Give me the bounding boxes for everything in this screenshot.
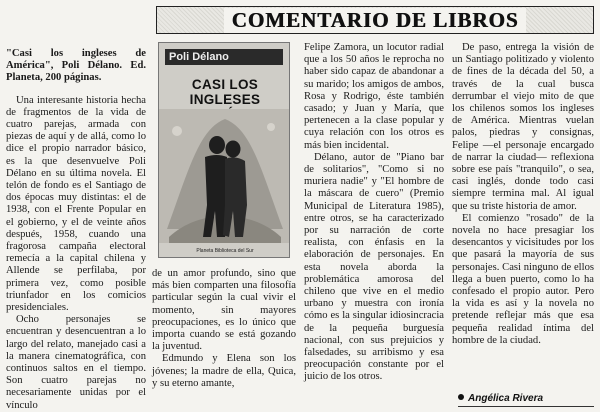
section-title: COMENTARIO DE LIBROS	[224, 8, 527, 33]
paragraph: El comienzo "rosado" de la novela no hace presagiar los desencantos y vicisitudes por los que pasará la mayoría de sus personajes. Casi ninguno de ellos llega a buen puerto, como lo ha confesado el propio autor. Pero la vida es así y la novela no pretende reflejar más que esa pequeña realidad íntima del hombre de la ciudad.	[452, 212, 594, 346]
cover-publisher: Planeta Biblioteca del Sur	[196, 248, 254, 254]
paragraph: Una interesante historia hecha de fragmentos de la vida de cuatro parejas, armada con piezas de aquí y de allá, como lo dice el propio narrador básico, es la que desenvuelve Poli Délano en su última novela. El telón de fondo es el Santiago de dos épocas muy distintas: el de 1938, con el Frente Popular en el gobierno, y el de veinte años después, 1958, cuando una fragorosa campaña electoral remecía a la capital chilena y Allende se perfilaba, por primera vez, como posible triunfador en los comicios presidenciales.	[6, 94, 146, 314]
column-4	[452, 42, 594, 347]
bullet-icon	[458, 394, 464, 400]
cover-title-line: CASI LOS INGLESES	[189, 77, 261, 107]
column-3	[304, 42, 444, 384]
section-banner	[156, 6, 594, 34]
divider	[458, 406, 594, 407]
paragraph: Délano, autor de "Piano bar de solitarios", "Como si no muriera nadie" y "El hombre de la máscara de cuero" (Premio Municipal de Literatura 1985), entre otros, se ha caracterizado por su narración de corte realista, con énfasis en la elaboración de personajes. En esta novela aborda la problemática amorosa del chileno que vive en el medio urbano y muestra con ironía cómo es la singular idiosincracia de la pequeña burguesía nacional, con sus prejuicios y falsedades, su arribismo y esa preocupación constante por el juicio de los otros.	[304, 151, 444, 383]
paragraph: Edmundo y Elena son los jóvenes; la madre de ella, Quica, y su eterno amante,	[152, 353, 296, 389]
paragraph: Felipe Zamora, un locutor radial que a los 50 años le reprocha no haber sido capaz de abandonar a su marido; los amigos de ambos, Rosa y Rodrigo, éste también casado; y Juan y María, que pertenecen a la clase popular y cuya relación con los otros es más bien incidental.	[304, 42, 444, 151]
author-name: Angélica Rivera	[468, 393, 544, 404]
column-2	[152, 268, 296, 390]
paragraph: Ocho personajes se encuentran y desencuentran a lo largo del relato, manejado casi a la manera cinematográfica, con continuos saltos en el tiempo. Son cuatro parejas no necesariamente unidas por el vínculo	[6, 314, 146, 411]
author-signature	[458, 393, 594, 404]
column-1	[6, 48, 146, 412]
book-reference: "Casi los ingleses de América", Poli Délano. Ed. Planeta, 200 páginas.	[6, 48, 146, 84]
cover-author: Poli Délano	[165, 49, 283, 65]
book-cover-image	[158, 42, 290, 258]
paragraph: de un amor profundo, sino que más bien comparten una filosofía particular según la cual vivir el momento, sin mayores preocupaciones, es lo único que importa cuando se está gozando la juventud.	[152, 268, 296, 353]
cover-illustration	[159, 109, 290, 243]
paragraph: De paso, entrega la visión de un Santiago politizado y violento de fines de la década del 50, a través de la cual busca derrumbar el viejo mito de que los chilenos somos los ingleses de América. Mientras vuelan palos, piedras y consignas, Felipe —el personaje encargado de narrar la ciudad— reflexiona sobre ese país "tranquilo", o sea, casi inglés, donde todo casi siempre termina mal. Al igual que su triste historia de amor.	[452, 42, 594, 212]
